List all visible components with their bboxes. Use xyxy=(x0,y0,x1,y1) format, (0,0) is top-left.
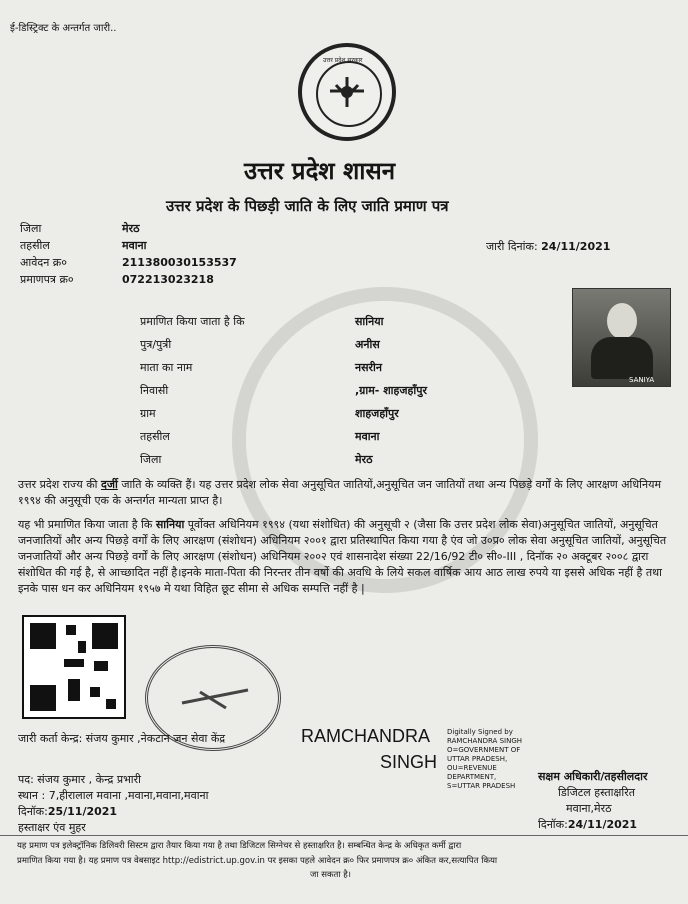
certified-name-row: प्रमाणित किया जाता है कि सानिया xyxy=(140,315,384,328)
resident-row: निवासी ,ग्राम- शाहजहाँपुर xyxy=(140,384,427,397)
footer-line-1: यह प्रमाण पत्र इलेक्ट्रॉनिक डिलिवरी सिस्टम द्वारा तैयार किया गया है तथा डिजिटल सिग्नेचर से हस्ताक्षरित है। सम्बन्धित केन्द्र के अधिकृत कर्मी द्वारा xyxy=(17,841,462,851)
issuer-post: पद: संजय कुमार , केन्द्र प्रभारी xyxy=(18,773,142,786)
issue-date: जारी दिनांक: 24/11/2021 xyxy=(486,240,611,253)
digital-signature-details: Digitally Signed by RAMCHANDRA SINGH O=GOVERNMENT OF UTTAR PRADESH, OU=REVENUE DEPARTMENT, S=UTTAR PRADESH xyxy=(447,728,523,790)
government-title: उत्तर प्रदेश शासन xyxy=(244,157,396,185)
tehsil-certified-row: तहसील मवाना xyxy=(140,430,380,443)
authority-title: सक्षम अधिकारी/तहसीलदार xyxy=(538,770,648,783)
authority-place: मवाना,मेरठ xyxy=(566,802,612,815)
authority-date-row: दिनॉक:24/11/2021 xyxy=(538,818,638,831)
tehsil-row: तहसील मवाना xyxy=(20,239,147,252)
photo-caption: SANIYA xyxy=(629,376,655,384)
up-government-emblem xyxy=(298,43,396,141)
village-row: ग्राम शाहजहाँपुर xyxy=(140,407,399,420)
certification-paragraph: यह भी प्रमाणित किया जाता है कि सानिया पूर्वोक्त अधिनियम १९९४ (यथा संशोधित) की अनुसूची २ (जैसा कि उत्तर प्रदेश लोक सेवा)अनुसूचित जातियों, अनुसूचित जनजातियों और अन्य पिछड़े वर्गों के लिए आरक्षण (संशोधन) अधिनियम २००१ द्वारा प्रतिस्थापित किया गया है एंव जो उ०प्र० लोक सेवा अनुसूचित जातियों, अनुसूचित जनजातियों और अन्य पिछड़े वर्गों के लिए आरक्षण (संशोधन) अधिनियम २००२ एवं शासनादेश संख्या 22/16/92 टी० सी०-III , दिनॉक २० अक्टूबर २००८ द्वारा संशोधित की गई है, से आच्छादित नहीं है।इनके माता-पिता की निरन्तर तीन वर्षो की अवधि के लिये सकल वार्षिक आय आठ लाख रुपये या इससे अधिक नहीं है तथा इनके पास धन कर अधिनियम १९५७ मे यथा विहित छूट सीमा से अधिक सम्पत्ति नहीं है | xyxy=(18,518,667,595)
issuer-line: जारी कर्ता केन्द्र: संजय कुमार ,नेकटान जन सेवा केंद्र xyxy=(18,732,226,745)
footer-line-3: जा सकता है। xyxy=(310,870,351,880)
caste-name: दर्जी xyxy=(101,478,118,491)
top-note: ई-डिस्ट्रिक्ट के अन्तर्गत जारी.. xyxy=(10,23,117,34)
emblem-text: उत्तर प्रदेश सरकार xyxy=(323,57,363,64)
certificate-number-row: प्रमाणपत्र क्र० 072213023218 xyxy=(20,273,214,286)
applicant-photo xyxy=(572,288,671,387)
issuer-place: स्थान : 7,हीरालाल मवाना ,मवाना,मवाना,मवाना xyxy=(18,789,209,802)
application-number-row: आवेदन क्र० 211380030153537 xyxy=(20,256,237,269)
details-left xyxy=(20,220,237,288)
certified-details xyxy=(140,310,427,471)
qr-code xyxy=(22,615,126,719)
signer-name-line-1: RAMCHANDRA xyxy=(301,726,431,746)
digital-signature-hindi: डिजिटल हस्ताक्षरित xyxy=(558,786,635,799)
certificate-title: उत्तर प्रदेश के पिछड़ी जाति के लिए जाति प्रमाण पत्र xyxy=(166,197,449,215)
mother-row: माता का नाम नसरीन xyxy=(140,361,382,374)
footer-divider xyxy=(0,835,688,836)
district-row: जिला मेरठ xyxy=(20,222,140,235)
authority-block xyxy=(538,769,647,833)
signer-name-line-2: SINGH xyxy=(380,752,438,772)
caste-paragraph: उत्तर प्रदेश राज्य की दर्जी जाति के व्यक्ति हैं। यह उत्तर प्रदेश लोक सेवा अनुसूचित जातियों,अनुसूचित जन जातियों तथा अन्य पिछड़े वर्गों के लिए आरक्षण अधिनियम १९९४ की अनुसूची एक के अन्तर्गत मान्यता प्राप्त है। xyxy=(18,478,662,507)
district-certified-row: जिला मेरठ xyxy=(140,453,373,466)
footer-line-2: प्रमाणित किया गया है। यह प्रमाण पत्र वेबसाइट http://edistrict.up.gov.in पर इसका पहले आवेदन क्र० फिर प्रमाणपत्र क्र० अंकित कर,सत्यापित किया xyxy=(17,856,498,866)
issue-date-2-row: दिनॉक:25/11/2021 xyxy=(18,805,118,818)
parent-row: पुत्र/पुत्री अनीस xyxy=(140,338,380,351)
signature-seal-label: हस्ताक्षर एंव मुहर xyxy=(18,821,86,834)
issuer-details xyxy=(18,772,209,836)
